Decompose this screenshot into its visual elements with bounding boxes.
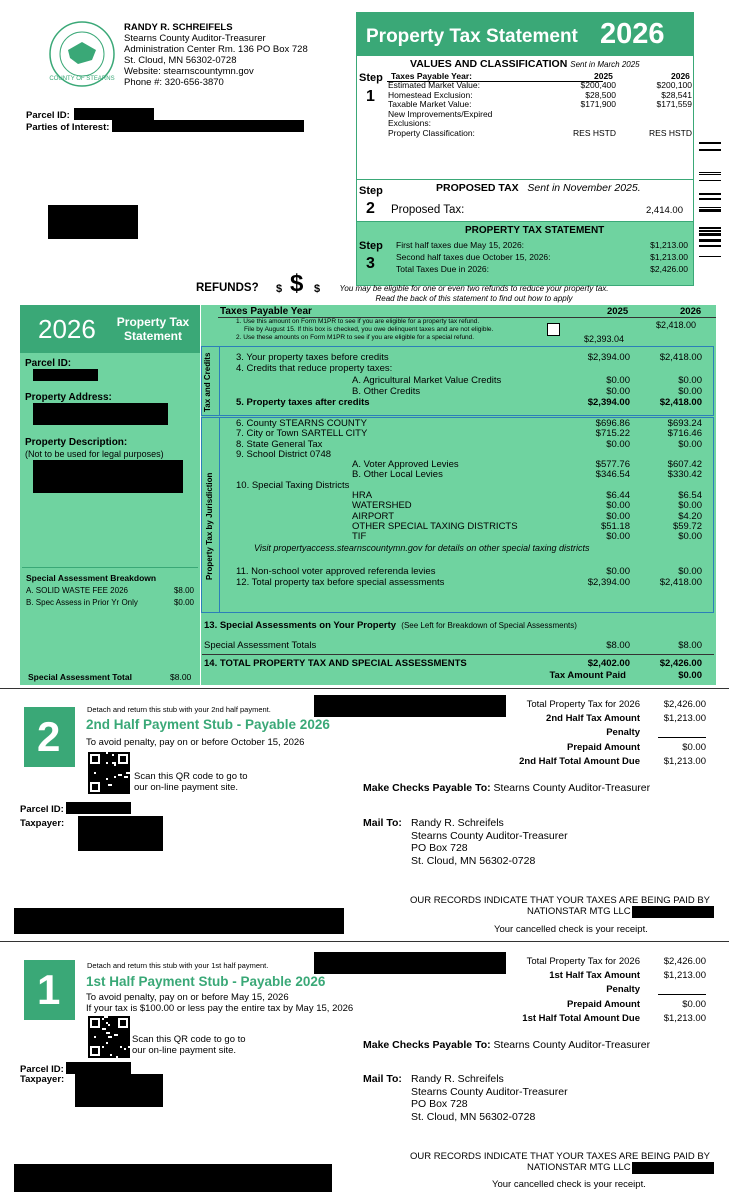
sa-title: Special Assessment Breakdown — [26, 573, 157, 583]
redaction — [74, 108, 154, 120]
detail-line — [236, 397, 702, 408]
stub2-receipt: Your cancelled check is your receipt. — [494, 924, 648, 935]
stub1-parcel-label: Parcel ID: — [20, 1064, 64, 1075]
lp-desc-note: (Not to be used for legal purposes) — [25, 449, 164, 459]
values-row-2026 — [616, 110, 692, 129]
summary-row — [440, 969, 706, 983]
summary-label: 2nd Half Tax Amount — [546, 713, 640, 725]
summary-value: $1,213.00 — [663, 1012, 706, 1024]
stub1-lender: NATIONSTAR MTG LLC — [527, 1162, 631, 1173]
detail-line-label: A. Agricultural Market Value Credits — [352, 374, 502, 386]
stub1-taxpayer-label: Taxpayer: — [20, 1074, 65, 1085]
summary-value: $2,426.00 — [663, 699, 706, 710]
statement-title: Property Tax Statement — [366, 26, 578, 47]
values-row — [388, 110, 692, 129]
detail-line — [236, 501, 702, 511]
detail-hdr-2026: 2026 — [680, 306, 702, 317]
summary-label: Total Property Tax for 2026 — [526, 956, 640, 967]
col-2026: 2026 — [671, 71, 690, 81]
sa-row-value: $8.00 — [173, 586, 194, 595]
detail-line-label: 10. Special Taxing Districts — [236, 479, 350, 491]
detail-line-label: HRA — [352, 490, 373, 502]
qr-code-icon[interactable] — [88, 752, 130, 794]
summary-row — [440, 983, 706, 997]
detail-line-2026 — [630, 363, 702, 374]
left-title-bar: 2026 Property Tax Statement — [20, 305, 200, 353]
detail-line — [236, 375, 702, 386]
detail-line-label: 5. Property taxes after credits — [236, 397, 370, 409]
detail-line-label: 4. Credits that reduce property taxes: — [236, 363, 393, 375]
detail-line-label: 8. State General Tax — [236, 438, 323, 450]
detail-line — [236, 522, 702, 532]
stub2-title: 2nd Half Payment Stub - Payable 2026 — [86, 717, 330, 732]
detail-line-2026: $4.20 — [678, 510, 702, 522]
stub1-qr-text: Scan this QR code to go to our on-line payment site. — [132, 1034, 246, 1056]
detail-line-2026: $2,418.00 — [659, 397, 702, 409]
redaction — [14, 1164, 332, 1192]
summary-label: Prepaid Amount — [566, 741, 640, 753]
stub2-checks: Make Checks Payable To: Stearns County Auditor-Treasurer — [363, 782, 651, 794]
detail-line — [236, 460, 702, 470]
summary-value — [648, 726, 706, 740]
values-row-2025: $28,500 — [585, 89, 616, 100]
statement-title-bar — [356, 12, 694, 55]
detail-line-2026: $2,418.00 — [659, 352, 702, 363]
m1pr-note: 1. Use this amount on Form M1PR to see if you are eligible for a property tax refund. File by August 15. If this box is checked, you owe delinquent taxes and are not eligible. 2. Use these amounts on Form M1PR to see if you are eligible for a special refund. — [236, 318, 494, 341]
values-row-label: New Improvements/Expired Exclusions: — [388, 108, 493, 128]
detail-line-2025: $2,394.00 — [587, 352, 630, 363]
sa-row — [26, 597, 194, 609]
lp-desc-label: Property Description: — [25, 437, 128, 448]
step2-label: Step — [359, 185, 383, 197]
col-2025: 2025 — [594, 71, 613, 81]
detail-line-label: AIRPORT — [352, 510, 395, 522]
detail-line-label: 3. Your property taxes before credits — [236, 352, 389, 363]
due-table: First half taxes due May 15, 2026: $1,213.00 Second half taxes due October 15, 2026: $1,213.00 Total Taxes Due in 2026: $2,426.00 — [396, 240, 688, 274]
sa-row-value: $0.00 — [173, 598, 194, 607]
proposed-heading: PROPOSED TAX Sent in November 2025. — [436, 182, 641, 194]
divider — [0, 941, 729, 942]
line13: 13. Special Assessments on Your Property (See Left for Breakdown of Special Assessments) — [204, 620, 577, 631]
stub1-detach: Detach and return this stub with your 1st half payment. — [87, 961, 269, 970]
summary-value: $2,426.00 — [663, 956, 706, 967]
proposed-value: 2,414.00 — [646, 205, 683, 216]
stub2-summary — [440, 698, 706, 769]
paid-row: Tax Amount Paid $0.00 — [549, 670, 702, 681]
detail-line — [236, 386, 702, 397]
detail-hdr-2025: 2025 — [607, 306, 629, 317]
pts-heading: PROPERTY TAX STATEMENT — [465, 225, 605, 236]
stub2-number-box: 2 — [24, 707, 75, 767]
values-row-2026: RES HSTD — [649, 127, 692, 138]
summary-row — [440, 712, 706, 726]
sa-total-value: $8.00 — [170, 672, 192, 682]
detail-line-2026: $607.42 — [667, 459, 702, 471]
stub2-penalty-note: To avoid penalty, pay on or before October 15, 2026 — [86, 737, 305, 748]
barcode — [699, 142, 721, 257]
address-line-1: Administration Center Rm. 136 PO Box 728 — [124, 44, 308, 55]
refunds-note: You may be eligible for one or even two refunds to reduce your property tax. Read the back of this statement to find out how to apply — [339, 284, 609, 303]
parcel-label: Parcel ID: — [26, 110, 70, 121]
detail-line-2026: $0.00 — [678, 438, 702, 450]
sa-row — [26, 585, 194, 597]
statement-year: 2026 — [600, 18, 665, 50]
detail-line-2025 — [560, 363, 630, 374]
summary-value: $1,213.00 — [663, 713, 706, 725]
dollar-icon: $ — [276, 283, 283, 295]
detail-line-2025: $0.00 — [606, 385, 630, 397]
stub1-receipt: Your cancelled check is your receipt. — [492, 1179, 646, 1190]
summary-label: Penalty — [606, 727, 640, 739]
detail-line-label: A. Voter Approved Levies — [352, 459, 459, 471]
detail-line-label: WATERSHED — [352, 500, 412, 512]
stub2-parcel-label: Parcel ID: — [20, 804, 64, 815]
step1-number: 1 — [366, 88, 375, 105]
detail-line-2025: $51.18 — [600, 520, 630, 532]
detail-line-2025: $6.44 — [606, 490, 630, 502]
stub2-taxpayer-label: Taxpayer: — [20, 818, 65, 829]
stub2-qr-text: Scan this QR code to go to our on-line payment site. — [134, 771, 248, 793]
qr-code-icon[interactable] — [88, 1016, 130, 1058]
values-row-label: Homestead Exclusion: — [388, 89, 473, 100]
detail-line-2025: $0.00 — [606, 531, 630, 543]
stub2-mail-address: Randy R. Schreifels Stearns County Auditor-Treasurer PO Box 728 St. Cloud, MN 56302-0728 — [411, 817, 568, 867]
summary-row — [440, 698, 706, 712]
values-row-2026: $200,100 — [656, 80, 692, 90]
sa-totals-row: Special Assessment Totals $8.00 $8.00 — [204, 640, 702, 651]
detail-line-2025: $346.54 — [595, 469, 630, 481]
summary-value: $0.00 — [682, 998, 706, 1010]
summary-label: Prepaid Amount — [566, 998, 640, 1010]
sa-row-label: A. SOLID WASTE FEE 2026 — [26, 586, 128, 595]
detail-line-2025: $715.22 — [595, 428, 630, 440]
summary-row — [440, 955, 706, 969]
stub2-records: OUR RECORDS INDICATE THAT YOUR TAXES ARE BEING PAID BY — [410, 895, 711, 906]
side-tax-credits: Tax and Credits — [203, 352, 212, 412]
phone: Phone #: 320-656-3870 — [124, 77, 224, 88]
summary-row — [440, 998, 706, 1012]
values-row-label: Property Classification: — [388, 127, 475, 138]
detail-line — [236, 532, 702, 542]
detail-line-label: 9. School District 0748 — [236, 448, 332, 460]
redaction — [33, 403, 168, 425]
values-row-2025: $171,900 — [580, 99, 616, 109]
values-table — [388, 81, 692, 138]
stub1-summary — [440, 955, 706, 1026]
summary-label: 2nd Half Total Amount Due — [519, 755, 640, 767]
stub1-mail-address: Randy R. Schreifels Stearns County Auditor-Treasurer PO Box 728 St. Cloud, MN 56302-0728 — [411, 1073, 568, 1123]
detail-hdr: Taxes Payable Year — [220, 306, 312, 317]
stub1-records: OUR RECORDS INDICATE THAT YOUR TAXES ARE BEING PAID BY — [410, 1151, 711, 1162]
values-row-label: Taxable Market Value: — [388, 99, 472, 109]
sa-table — [26, 585, 194, 609]
redaction — [14, 908, 344, 934]
dollar-icon: $ — [314, 283, 321, 295]
stub2-mail-label: Mail To: — [363, 817, 402, 829]
stub1-penalty-note: To avoid penalty, pay on or before May 15, 2026 If your tax is $100.00 or less pay the entire tax by May 15, 2026 — [86, 992, 354, 1014]
sa-row-label: B. Spec Assess in Prior Yr Only — [26, 598, 138, 607]
jurisdiction-lines — [236, 419, 702, 543]
redaction — [75, 1074, 163, 1107]
side-jurisdiction: Property Tax by Jurisdiction — [205, 472, 214, 580]
redaction — [632, 906, 714, 918]
step2-number: 2 — [366, 200, 375, 217]
summary-value — [648, 983, 706, 997]
auditor-title: Stearns County Auditor-Treasurer — [124, 33, 266, 44]
stub2-lender: NATIONSTAR MTG LLC — [527, 906, 631, 917]
values-row-2025: $200,400 — [580, 80, 616, 90]
detail-line-2026: $59.72 — [672, 520, 702, 532]
dollar-icon: $ — [290, 270, 304, 297]
detail-line-2026: $0.00 — [678, 385, 702, 397]
taxes-payable-year: Taxes Payable Year: — [391, 71, 472, 81]
summary-row — [440, 1012, 706, 1026]
values-row-2026: $28,541 — [661, 89, 692, 100]
redaction — [33, 460, 183, 493]
svg-text:COUNTY OF STEARNS: COUNTY OF STEARNS — [49, 76, 115, 82]
step3-number: 3 — [366, 255, 375, 272]
redaction — [66, 802, 131, 814]
redaction — [48, 205, 138, 239]
stub1-number-box: 1 — [24, 960, 75, 1020]
values-row-2026: $171,559 — [656, 99, 692, 109]
detail-line-label: B. Other Credits — [352, 385, 421, 397]
sa-total-label: Special Assessment Total — [28, 672, 132, 682]
summary-row — [440, 755, 706, 769]
detail-line — [236, 481, 702, 491]
detail-line-2025: $0.00 — [606, 510, 630, 522]
summary-row — [440, 726, 706, 740]
values-row-2025: RES HSTD — [573, 127, 616, 138]
summary-row — [440, 741, 706, 755]
summary-label: Penalty — [606, 984, 640, 996]
detail-line-label: 7. City or Town SARTELL CITY — [236, 428, 368, 440]
summary-label: 1st Half Tax Amount — [549, 970, 640, 982]
detail-line-2026: $6.54 — [678, 490, 702, 502]
m1pr-value-2026: $2,418.00 — [656, 320, 697, 330]
step3-label: Step — [359, 240, 383, 252]
detail-line — [236, 450, 702, 460]
redaction — [66, 1062, 131, 1074]
detail-line-2025: $0.00 — [606, 500, 630, 512]
detail-line-2026: $0.00 — [678, 374, 702, 386]
detail-line-2025: $0.00 — [606, 374, 630, 386]
summary-value: $0.00 — [682, 741, 706, 753]
detail-line-2025: $0.00 — [606, 438, 630, 450]
visit-note: Visit propertyaccess.stearnscountymn.gov for details on other special taxing districts — [254, 543, 590, 553]
parties-label: Parties of Interest: — [26, 122, 110, 133]
address-line-2: St. Cloud, MN 56302-0728 — [124, 55, 237, 66]
step1-label: Step — [359, 72, 383, 84]
county-seal — [48, 20, 116, 88]
detail-line-2025: $577.76 — [595, 459, 630, 471]
values-row-2025 — [536, 110, 616, 129]
detail-line-2026: $0.00 — [678, 500, 702, 512]
lines-11-12: 11. Non-school voter approved referenda levies $0.00 $0.00 12. Total property tax before special assessments $2,394.00 $2,418.00 — [236, 566, 702, 588]
redaction — [33, 369, 98, 381]
detail-line-2026: $716.46 — [667, 428, 702, 440]
detail-line-label: 6. County STEARNS COUNTY — [236, 418, 367, 429]
detail-line — [236, 352, 702, 363]
website: Website: stearnscountymn.gov — [124, 66, 254, 77]
values-heading: VALUES AND CLASSIFICATION Sent in March 2025 — [410, 58, 640, 70]
delinquent-checkbox[interactable] — [547, 323, 560, 336]
summary-label: 1st Half Total Amount Due — [522, 1012, 640, 1024]
detail-line-2026: $693.24 — [667, 418, 702, 429]
proposed-label: Proposed Tax: — [391, 204, 465, 216]
tax-credit-lines — [236, 352, 702, 408]
lp-parcel-label: Parcel ID: — [25, 358, 72, 369]
detail-line-label: B. Other Local Levies — [352, 469, 443, 481]
m1pr-value-2025: $2,393.04 — [584, 334, 625, 344]
detail-line — [236, 491, 702, 501]
redaction — [632, 1162, 714, 1174]
stub1-checks: Make Checks Payable To: Stearns County Auditor-Treasurer — [363, 1039, 651, 1051]
detail-line-2026: $330.42 — [667, 469, 702, 481]
detail-line-label: TIF — [352, 531, 367, 543]
detail-line-2025: $696.86 — [595, 418, 630, 429]
summary-value: $1,213.00 — [663, 970, 706, 982]
summary-label: Total Property Tax for 2026 — [526, 699, 640, 710]
detail-line-2026: $0.00 — [678, 531, 702, 543]
stub1-mail-label: Mail To: — [363, 1073, 402, 1085]
stub2-detach: Detach and return this stub with your 2nd half payment. — [87, 705, 271, 714]
values-row — [388, 129, 692, 139]
lp-address-label: Property Address: — [25, 392, 112, 403]
line14-row: 14. TOTAL PROPERTY TAX AND SPECIAL ASSESSMENTS $2,402.00 $2,426.00 — [204, 658, 702, 669]
detail-line — [236, 363, 702, 374]
refunds-label: REFUNDS? — [196, 282, 259, 294]
auditor-name: RANDY R. SCHREIFELS — [124, 22, 233, 33]
detail-line-label: OTHER SPECIAL TAXING DISTRICTS — [352, 520, 518, 532]
detail-line-2025: $2,394.00 — [587, 397, 630, 409]
summary-value: $1,213.00 — [663, 755, 706, 767]
stub1-title: 1st Half Payment Stub - Payable 2026 — [86, 974, 326, 989]
redaction — [78, 816, 163, 851]
redaction — [112, 120, 304, 132]
values-row-label: Estimated Market Value: — [388, 80, 480, 90]
divider — [0, 688, 729, 689]
